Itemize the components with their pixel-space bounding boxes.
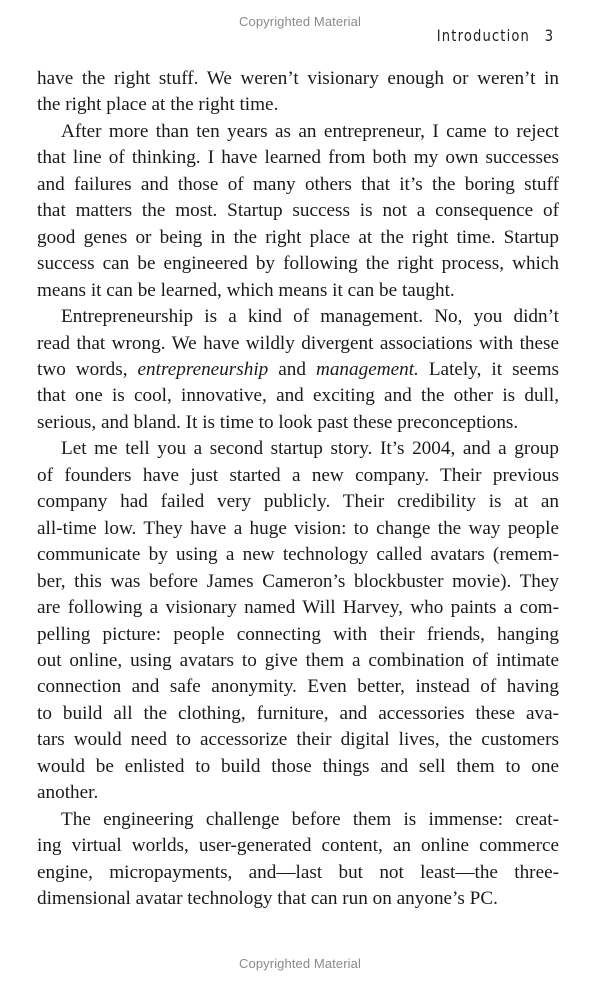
text-line: ing virtual worlds, user-generated content, an online commerce xyxy=(37,835,559,857)
text-line: success can be engineered by following the right process, which xyxy=(37,253,559,275)
text-line: dimensional avatar technology that can run on anyone’s PC. xyxy=(37,888,498,910)
text-line: The engineering challenge before them is immense: creat- xyxy=(61,808,559,830)
text-line: would be enlisted to build those things and sell them to one xyxy=(37,755,559,777)
paragraph xyxy=(37,119,559,304)
text-line: engine, micropayments, and—last but not least—the three- xyxy=(37,861,559,883)
text-line: good genes or being in the right place at the right time. Startup xyxy=(37,226,559,248)
paragraph xyxy=(37,66,559,119)
chapter-title: Introduction xyxy=(436,26,530,45)
text-line: Entrepreneurship is a kind of management. No, you didn’t xyxy=(61,306,559,328)
text-line: serious, and bland. It is time to look past these preconceptions. xyxy=(37,411,519,433)
text-line: out online, using avatars to give them a combination of intimate xyxy=(37,649,559,671)
text-line: the right place at the right time. xyxy=(37,94,279,116)
watermark-bottom: Copyrighted Material xyxy=(239,956,361,971)
text-line: ber, this was before James Cameron’s blockbuster movie). They xyxy=(37,570,559,592)
text-line: that matters the most. Startup success is not a consequence of xyxy=(37,200,559,222)
text-line: connection and safe anonymity. Even better, instead of having xyxy=(37,676,559,698)
text-line: of founders have just started a new company. Their previous xyxy=(37,464,559,486)
text-line: read that wrong. We have wildly divergent associations with these xyxy=(37,332,559,354)
body-text xyxy=(37,66,559,913)
text-line: After more than ten years as an entrepreneur, I came to reject xyxy=(61,120,559,142)
text-line: have the right stuff. We weren’t visionary enough or weren’t in xyxy=(37,68,559,89)
text-line: tars would need to accessorize their digital lives, the customers xyxy=(37,729,559,751)
text-line: that line of thinking. I have learned from both my own successes xyxy=(37,147,559,169)
paragraph xyxy=(37,807,559,913)
text-line: that one is cool, innovative, and exciting and the other is dull, xyxy=(37,385,559,407)
text-line: Let me tell you a second startup story. It’s 2004, and a group xyxy=(61,438,559,460)
page-number: 3 xyxy=(544,26,554,45)
running-head xyxy=(436,26,554,45)
text-line: to build all the clothing, furniture, and accessories these ava- xyxy=(37,702,559,724)
text-line: pelling picture: people connecting with their friends, hanging xyxy=(37,623,559,645)
text-line: company had failed very publicly. Their credibility is at an xyxy=(37,491,559,513)
paragraph xyxy=(37,436,559,806)
text-line: two words, entrepreneurship and management. Lately, it seems xyxy=(37,358,559,380)
text-line: are following a visionary named Will Harvey, who paints a com- xyxy=(37,597,559,619)
paragraph xyxy=(37,304,559,436)
text-line: communicate by using a new technology called avatars (remem- xyxy=(37,544,559,566)
text-line: means it can be learned, which means it can be taught. xyxy=(37,279,455,301)
watermark-top: Copyrighted Material xyxy=(239,14,361,29)
text-line: and failures and those of many others that it’s the boring stuff xyxy=(37,173,559,195)
text-line: all-time low. They have a huge vision: to change the way people xyxy=(37,517,559,539)
text-line: another. xyxy=(37,782,99,804)
